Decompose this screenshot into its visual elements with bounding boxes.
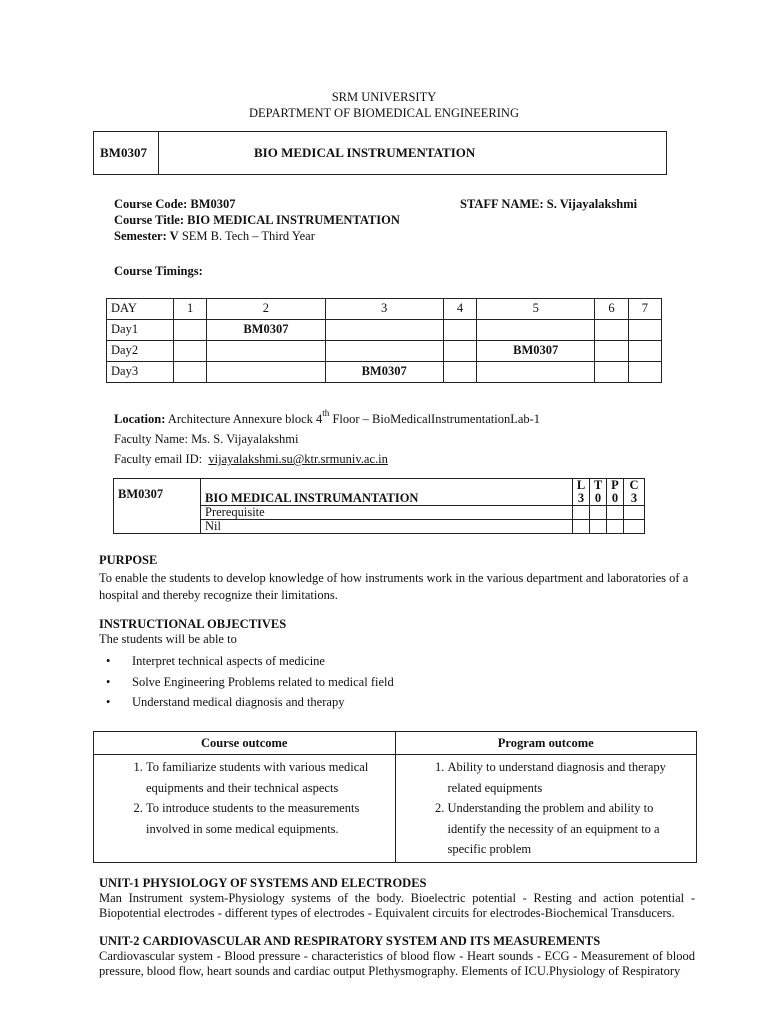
timetable-cell: BM0307	[325, 362, 443, 383]
timetable-day-cell: Day1	[107, 320, 174, 341]
timetable-header-cell: 5	[477, 299, 595, 320]
location-line	[114, 405, 540, 429]
bullet-icon: •	[106, 695, 111, 709]
unit-2-heading: UNIT-2 CARDIOVASCULAR AND RESPIRATORY SYSTEM AND ITS MEASUREMENTS	[99, 934, 601, 948]
empty-cell	[607, 520, 624, 534]
semester-label: Semester:	[114, 229, 170, 243]
ltpc-value-c: 3	[630, 491, 638, 505]
course-code-line: Course Code: BM0307	[114, 197, 236, 211]
empty-cell	[573, 506, 590, 520]
timetable-cell	[443, 320, 476, 341]
timetable-cell	[477, 320, 595, 341]
empty-cell	[573, 520, 590, 534]
semester-line	[114, 228, 400, 244]
ltpc-value-p: 0	[611, 491, 619, 505]
ltpc-cell-l	[573, 479, 590, 506]
purpose-heading: PURPOSE	[99, 553, 158, 567]
timetable-day-cell: Day3	[107, 362, 174, 383]
objective-text: Interpret technical aspects of medicine	[132, 654, 325, 668]
unit-1-text: Man Instrument system-Physiology systems of the body. Bioelectric potential - Resting and action potential - Biopotential electrodes - different types of electrodes - Equivalent circuits for electrodes-Biochemical Transducers.	[99, 891, 695, 920]
course-info	[114, 196, 400, 244]
ltpc-label-c: C	[629, 478, 639, 492]
course-timings-label: Course Timings:	[114, 264, 203, 278]
timetable-cell	[628, 320, 661, 341]
course-outcome-list	[94, 755, 395, 841]
timetable-header-cell: DAY	[107, 299, 174, 320]
program-outcome-header: Program outcome	[395, 732, 697, 755]
timetable-header-cell: 4	[443, 299, 476, 320]
program-outcome-list	[396, 755, 697, 862]
objectives-list	[106, 653, 394, 715]
timetable-header-cell: 2	[207, 299, 325, 320]
timetable-header-cell: 3	[325, 299, 443, 320]
timetable-cell	[443, 362, 476, 383]
document-header	[0, 89, 768, 121]
faculty-email-label: Faculty email ID:	[114, 452, 203, 467]
semester-rest: SEM B. Tech – Third Year	[178, 229, 315, 243]
timetable-cell	[477, 362, 595, 383]
timetable-cell: BM0307	[207, 320, 325, 341]
empty-cell	[590, 506, 607, 520]
timetable-row	[107, 341, 662, 362]
outcome-table	[93, 731, 697, 863]
empty-cell	[607, 506, 624, 520]
ltpc-cell-c	[624, 479, 645, 506]
ltpc-cell-p	[607, 479, 624, 506]
timetable	[106, 298, 662, 383]
course-table-code-text: BM0307	[118, 486, 164, 501]
objectives-intro: The students will be able to	[99, 632, 237, 646]
outcome-body-row	[94, 755, 697, 863]
timetable-cell	[595, 362, 628, 383]
university-name: SRM UNIVERSITY	[331, 90, 437, 104]
timetable-cell	[174, 320, 207, 341]
ltpc-label-l: L	[576, 478, 586, 492]
purpose-text: To enable the students to develop knowledge of how instruments work in the various department and laboratories of a hospital and thereby recognize their limitations.	[99, 571, 689, 602]
faculty-email-line	[114, 449, 540, 469]
course-box-title: BIO MEDICAL INSTRUMENTATION	[254, 145, 476, 160]
ltpc-value-t: 0	[594, 491, 602, 505]
bullet-icon: •	[106, 674, 111, 689]
timetable-cell	[595, 320, 628, 341]
course-outcome-cell	[94, 755, 396, 863]
timetable-cell: BM0307	[477, 341, 595, 362]
course-box-code: BM0307	[100, 145, 147, 160]
timetable-header-cell: 1	[174, 299, 207, 320]
timetable-cell	[628, 362, 661, 383]
ltpc-label-t: T	[593, 478, 603, 492]
ltpc-cell-t	[590, 479, 607, 506]
course-title-line: Course Title: BIO MEDICAL INSTRUMENTATION	[114, 213, 400, 227]
timetable-cell	[325, 320, 443, 341]
list-item	[106, 694, 394, 715]
timetable-cell	[207, 341, 325, 362]
course-table-title: BIO MEDICAL INSTRUMANTATION	[201, 479, 573, 506]
location-block	[114, 405, 540, 469]
prerequisite-value: Nil	[201, 520, 573, 534]
program-outcome-cell	[395, 755, 697, 863]
list-item	[106, 653, 394, 674]
objective-text: Solve Engineering Problems related to medical field	[132, 674, 394, 689]
timetable-row	[107, 320, 662, 341]
list-item: 2. To introduce students to the measurements involved in some medical equipments.	[146, 798, 375, 839]
faculty-name: Faculty Name: Ms. S. Vijayalakshmi	[114, 432, 299, 447]
timetable-header-cell: 7	[628, 299, 661, 320]
empty-cell	[590, 520, 607, 534]
objectives-heading: INSTRUCTIONAL OBJECTIVES	[99, 617, 287, 631]
faculty-email-link[interactable]: vijayalakshmi.su@ktr.srmuniv.ac.in	[208, 452, 388, 467]
course-table-code	[114, 479, 201, 534]
location-value-pre: Architecture Annexure block 4	[165, 412, 323, 427]
course-title-box	[93, 131, 667, 175]
unit-2-text: Cardiovascular system - Blood pressure - characteristics of blood flow - Heart sounds - ECG - Measurement of blood pressure, blood flow, heart sounds and cardiac output Plethysmography. Elements of ICU.Physiology of Respiratory	[99, 949, 695, 978]
staff-name: STAFF NAME: S. Vijayalakshmi	[460, 197, 638, 211]
empty-cell	[624, 520, 645, 534]
department-name: DEPARTMENT OF BIOMEDICAL ENGINEERING	[249, 106, 519, 120]
list-item: 1. Ability to understand diagnosis and therapy related equipments	[448, 757, 667, 798]
list-item	[106, 674, 394, 695]
location-label: Location:	[114, 412, 166, 427]
timetable-header-cell: 6	[595, 299, 628, 320]
timetable-cell	[207, 362, 325, 383]
ltpc-label-p: P	[611, 478, 619, 492]
semester-value: V	[169, 229, 179, 243]
timetable-cell	[628, 341, 661, 362]
empty-cell	[624, 506, 645, 520]
course-box-divider	[158, 132, 159, 174]
list-item: 1. To familiarize students with various medical equipments and their technical aspects	[146, 757, 375, 798]
location-sup: th	[322, 408, 330, 418]
course-outcome-header: Course outcome	[94, 732, 396, 755]
ltpc-value-l: 3	[577, 491, 585, 505]
timetable-cell	[443, 341, 476, 362]
timetable-cell	[174, 362, 207, 383]
prerequisite-label: Prerequisite	[201, 506, 573, 520]
timetable-cell	[174, 341, 207, 362]
timetable-row	[107, 362, 662, 383]
outcome-header-row	[94, 732, 697, 755]
objective-text: Understand medical diagnosis and therapy	[132, 695, 345, 709]
timetable-cell	[325, 341, 443, 362]
timetable-cell	[595, 341, 628, 362]
unit-1-heading: UNIT-1 PHYSIOLOGY OF SYSTEMS AND ELECTRODES	[99, 876, 427, 890]
list-item: 2. Understanding the problem and ability to identify the necessity of an equipment to a specific problem	[448, 798, 667, 860]
timetable-header-row	[107, 299, 662, 320]
course-credit-table	[113, 478, 645, 534]
bullet-icon: •	[106, 654, 111, 668]
course-credit-row	[114, 479, 645, 506]
timetable-day-cell: Day2	[107, 341, 174, 362]
location-value-post: Floor – BioMedicalInstrumentationLab-1	[329, 412, 541, 427]
